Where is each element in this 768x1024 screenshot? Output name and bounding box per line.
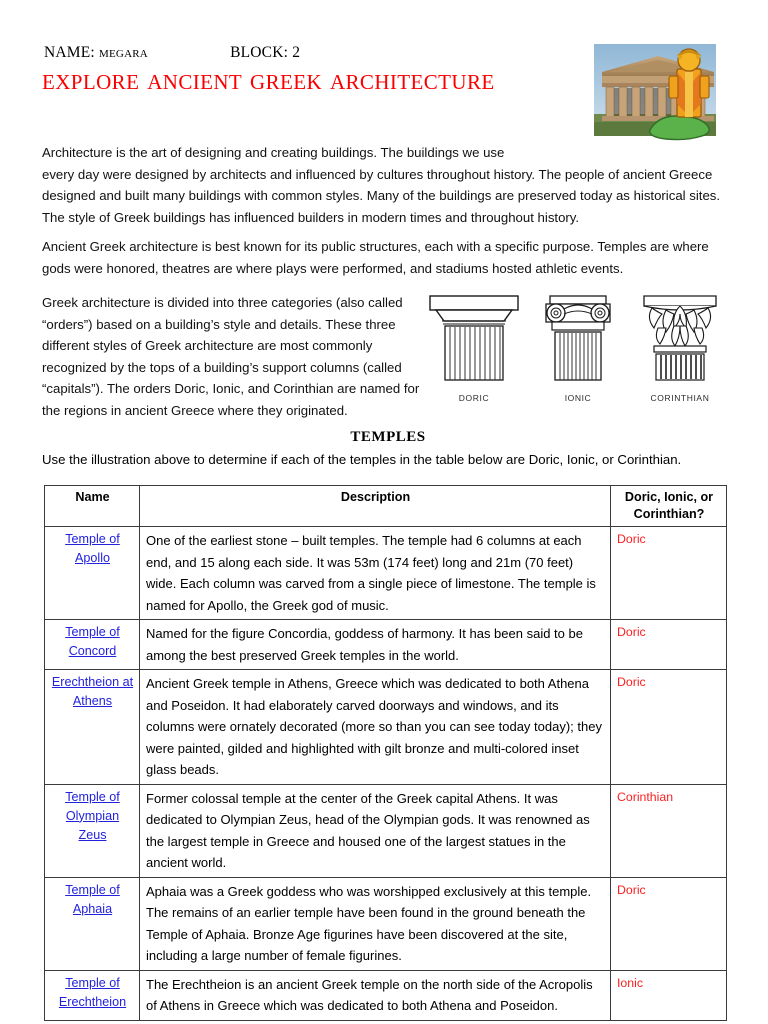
temple-name-link[interactable]: Temple of Apollo [65, 532, 120, 565]
capital-label: IONIC [564, 393, 592, 403]
temple-description-cell: Former colossal temple at the center of the Greek capital Athens. It was dedicated to Olympian Zeus, head of the Olympian gods. It was renowned as the largest temple in Greece and housed one of the largest statues in the ancient world. [140, 784, 611, 877]
capital-ionic [530, 288, 626, 403]
temple-name-cell[interactable] [45, 877, 140, 970]
table-row [45, 620, 727, 670]
temple-order-answer[interactable]: Doric [611, 527, 727, 620]
block-label: BLOCK: [230, 44, 289, 61]
column-header-order-line1: Doric, Ionic, or [624, 490, 714, 504]
temple-description-cell: Named for the figure Concordia, goddess of harmony. It has been said to be among the best preserved Greek temples in the world. [140, 620, 611, 670]
temple-order-answer[interactable]: Doric [611, 877, 727, 970]
temple-description-cell: The Erechtheion is an ancient Greek temple on the north side of the Acropolis of Athens in Greece which was dedicated to both Athena and Poseidon. [140, 970, 611, 1020]
page-title: explore ancient greek architecture [42, 63, 495, 96]
temples-table [44, 485, 727, 1021]
capital-label: DORIC [458, 393, 490, 403]
table-row [45, 784, 727, 877]
temple-order-answer[interactable]: Corinthian [611, 784, 727, 877]
capital-label: CORINTHIAN [650, 393, 710, 403]
table-row [45, 877, 727, 970]
temple-description-cell: One of the earliest stone – built temples. The temple had 6 columns at each end, and 15 along each side. It was 53m (174 feet) long and 21m (70 feet) wide. Each column was carved from a single piece of limestone. The temple is named for Apollo, the Greek god of music. [140, 527, 611, 620]
column-header-description: Description [140, 486, 611, 527]
temple-name-link[interactable]: Temple of Concord [65, 625, 120, 658]
temple-name-cell[interactable] [45, 784, 140, 877]
ionic-capital-icon [530, 288, 626, 386]
temple-name-cell[interactable] [45, 527, 140, 620]
capital-corinthian [632, 288, 728, 403]
temple-name-link[interactable]: Temple of Aphaia [65, 882, 120, 916]
orders-paragraph: Greek architecture is divided into three categories (also called “orders”) based on a building’s style and details. These three different styles of Greek architecture are most commonly recognized by the tops of a building’s support columns (called “capitals”). The orders Doric, Ionic, and Corinthian are named for the regions in ancient Greece where they originated. [42, 295, 420, 418]
temples-section-heading: temples [350, 422, 426, 446]
temple-clipart-svg [592, 42, 732, 142]
column-header-order-line2: Corinthian? [633, 507, 705, 521]
temple-description-cell: Ancient Greek temple in Athens, Greece which was dedicated to both Athena and Poseidon. It had elaborately carved doorways and windows, and its columns were ornately decorated (more so than you can see today today); they were painted, gilded and highlighted with gilt bronze and multi-colored inset glass beads. [140, 670, 611, 785]
student-info-line [44, 44, 584, 62]
temple-order-answer[interactable]: Ionic [611, 970, 727, 1020]
table-row [45, 670, 727, 785]
temples-instructions: Use the illustration above to determine if each of the temples in the table below are Doric, Ionic, or Corinthian. [42, 452, 682, 467]
intro-paragraph-line1: Architecture is the art of designing and creating buildings. The buildings we use [42, 145, 505, 160]
temple-name-link[interactable]: Temple of Erechtheion [58, 975, 127, 1009]
column-capitals-illustration [424, 288, 732, 410]
temple-order-answer[interactable]: Doric [611, 620, 727, 670]
temple-name-cell[interactable] [45, 970, 140, 1020]
name-label: NAME: [44, 44, 95, 61]
column-header-name: Name [45, 486, 140, 527]
temple-name-link[interactable]: Erechtheion at Athens [51, 675, 134, 708]
name-value: megara [99, 44, 148, 61]
temple-description-cell: Aphaia was a Greek goddess who was worshipped exclusively at this temple. The remains of an earlier temple have been found in the ground beneath the Temple of Aphaia. Bronze Age figurines have been discovered at the site, including a large number of female figurines. [140, 877, 611, 970]
intro-paragraph-rest: every day were designed by architects and influenced by cultures throughout history. The people of ancient Greece designed and built many buildings with common styles. Many of the buildings are preserved today as historical sites. The style of Greek buildings has influenced builders in modern times and throughout history. [42, 166, 721, 225]
capital-doric [426, 288, 522, 403]
table-row [45, 970, 727, 1020]
temple-order-answer[interactable]: Doric [611, 670, 727, 785]
intro-paragraph [42, 142, 734, 228]
column-header-order [611, 486, 727, 527]
public-structures-paragraph: Ancient Greek architecture is best known for its public structures, each with a specific purpose. Temples are where gods were honored, theatres are where plays were performed, and stadiums hosted athletic events. [42, 239, 709, 276]
greek-temple-image [592, 42, 732, 142]
corinthian-capital-icon [632, 288, 728, 386]
table-row [45, 527, 727, 620]
temple-name-cell[interactable] [45, 620, 140, 670]
table-header-row [45, 486, 727, 527]
doric-capital-icon [426, 288, 522, 386]
block-value: 2 [292, 44, 301, 61]
temple-name-link[interactable]: Temple of Olympian Zeus [65, 789, 120, 842]
table-body [45, 527, 727, 1021]
temple-name-cell[interactable] [45, 670, 140, 785]
